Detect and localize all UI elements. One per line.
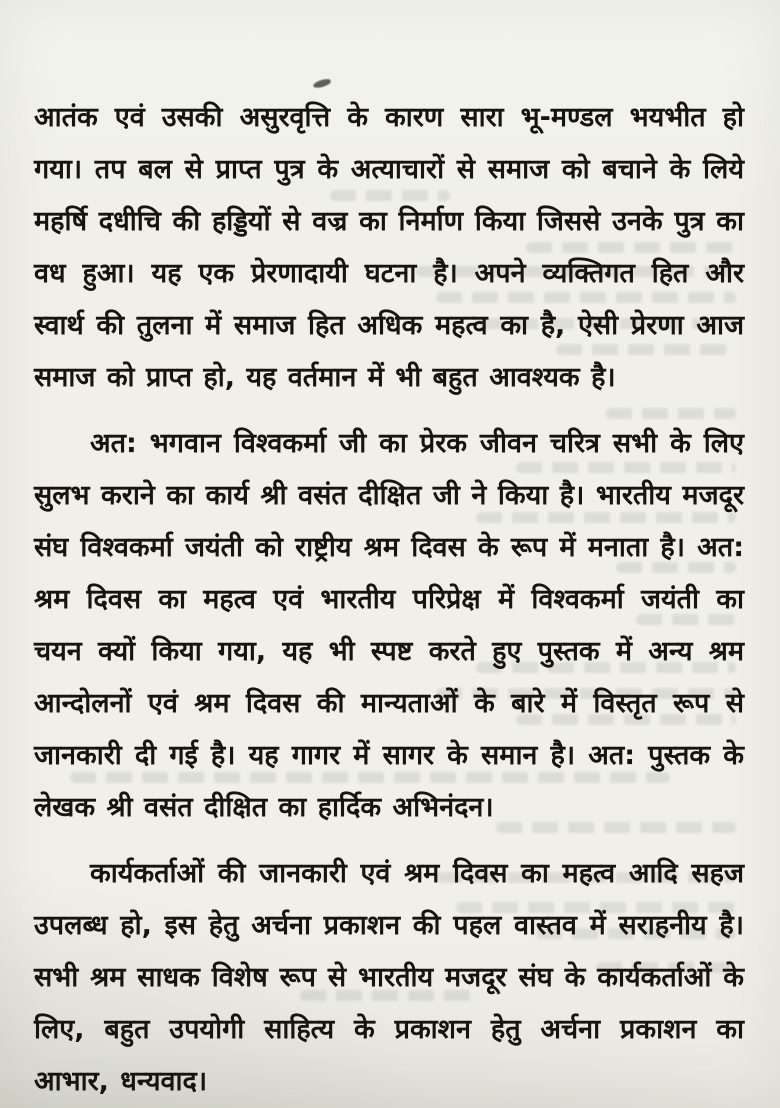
body-text — [34, 92, 744, 1108]
ink-smudge — [312, 78, 331, 89]
paragraph: कार्यकर्ताओं की जानकारी एवं श्रम दिवस का महत्व आदि सहज उपलब्ध हो, इस हेतु अर्चना प्रकाशन की पहल वास्तव में सराहनीय है। सभी श्रम साधक विशेष रूप से भारतीय मजदूर संघ के कार्यकर्ताओं के लिए, बहुत उपयोगी साहित्य के प्रकाशन हेतु अर्चना प्रकाशन का आभार, धन्यवाद। — [34, 858, 744, 1097]
paragraph: आतंक एवं उसकी असुरवृत्ति के कारण सारा भू-मण्डल भयभीत हो गया। तप बल से प्राप्त पुत्र के अत्याचारों से समाज को बचाने के लिये महर्षि दधीचि की हड्डियों से वज्र का निर्माण किया जिससे उनके पुत्र का वध हुआ। यह एक प्रेरणादायी घटना है। अपने व्यक्तिगत हित और स्वार्थ की तुलना में समाज हित अधिक महत्व का है, ऐसी प्रेरणा आज समाज को प्राप्त हो, यह वर्तमान में भी बहुत आवश्यक है। — [34, 102, 744, 393]
paragraph: अत: भगवान विश्वकर्मा जी का प्रेरक जीवन चरित्र सभी के लिए सुलभ कराने का कार्य श्री वसंत दीक्षित जी ने किया है। भारतीय मजदूर संघ विश्वकर्मा जयंती को राष्ट्रीय श्रम दिवस के रूप में मनाता है। अत: श्रम दिवस का महत्व एवं भारतीय परिप्रेक्ष में विश्वकर्मा जयंती का चयन क्यों किया गया, यह भी स्पष्ट करते हुए पुस्तक में अन्य श्रम आन्दोलनों एवं श्रम दिवस की मान्यताओं के बारे में विस्तृत रूप से जानकारी दी गई है। यह गागर में सागर के समान है। अत: पुस्तक के लेखक श्री वसंत दीक्षित का हार्दिक अभिनंदन। — [34, 428, 744, 823]
